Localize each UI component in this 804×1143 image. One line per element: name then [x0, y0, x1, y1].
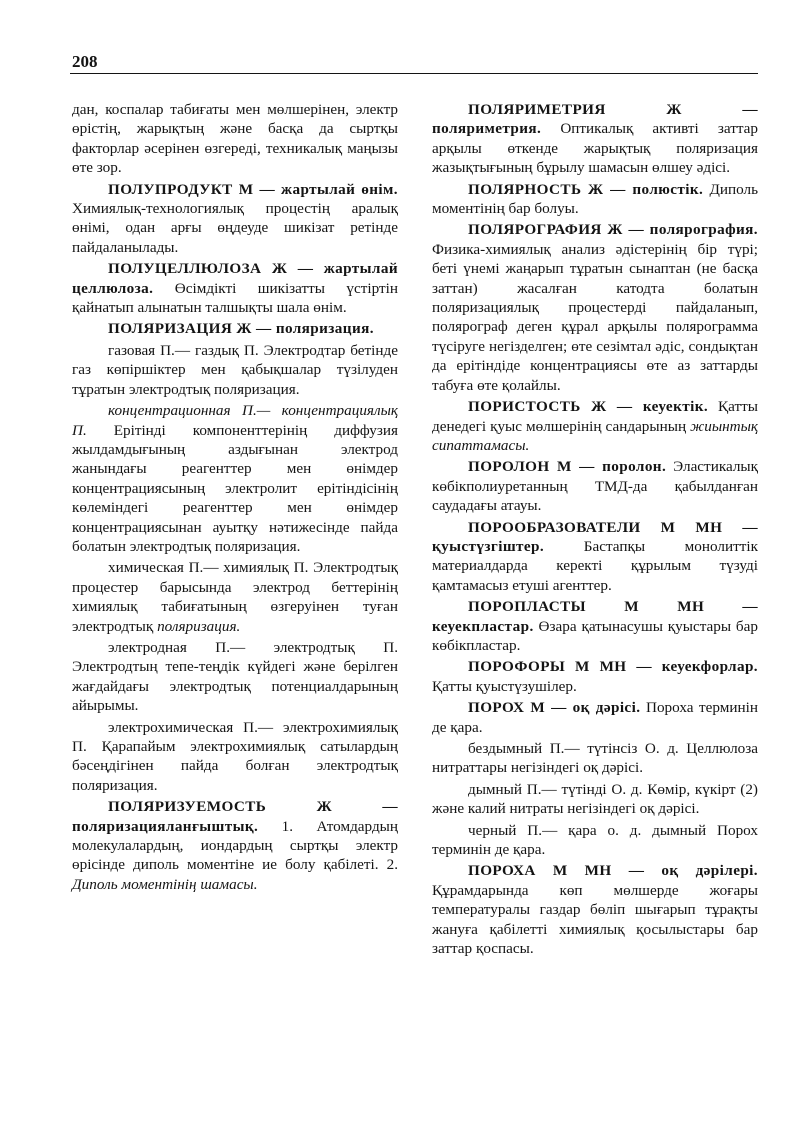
dictionary-entry [432, 180, 758, 219]
sub-entry [72, 401, 398, 556]
entry-definition: Бастапқы монолиттік материалдарда керекті құрылым түзуді қамтамасыз етуші агенттер. [432, 537, 758, 594]
dictionary-entry [72, 259, 398, 317]
entry-headword: ПОЛУЦЕЛЛЮЛОЗА Ж — жартылай целлюлоза. [72, 260, 398, 297]
dictionary-entry [432, 597, 758, 655]
dictionary-entry [72, 319, 398, 338]
entry-italic-tail: жиынтық сипаттамасы. [432, 417, 759, 454]
dictionary-entry [432, 397, 758, 455]
sub-entry [72, 100, 398, 178]
sub-entry [432, 821, 758, 860]
sub-entry [72, 638, 398, 716]
entry-headword: ПОЛУПРОДУКТ М — жартылай өнім. [108, 180, 398, 198]
entry-definition: дымный П.— түтінді О. д. Көмір, күкірт (2) және калий нитраты негізіндегі оқ дәрісі. [432, 780, 758, 818]
entry-definition: Химиялық-технологиялық процестің аралық өнімі, одан арғы өңдеуде шикізат ретінде пайдаланылады. [72, 200, 398, 256]
entry-definition: Эластикалық көбікполиуретанның ТМД-да қабылданған саудадағы атауы. [432, 458, 759, 515]
dictionary-entry [432, 518, 758, 596]
entry-headword: ПОРОПЛАСТЫ М МН — кеуекпластар. [432, 598, 758, 635]
entry-lead: концентрационная П.— концентрациялық П. [72, 402, 398, 439]
entry-headword: ПОЛЯРОГРАФИЯ Ж — полярография. [468, 221, 758, 239]
entry-definition: Өсімдікті шикізатты үстіртін қайнатып алынатын талшықты шала өнім. [72, 279, 398, 317]
entry-definition: Құрамдарында көп мөлшерде жоғары температуралы газдар бөліп шығарып тұрақты жануға қабілетті химиялық қосылыстары бар заттар қоспасы. [432, 881, 758, 958]
dictionary-entry [72, 180, 398, 258]
right-column [432, 100, 758, 960]
entry-definition: Оптикалық активті заттар арқылы өткенде жарықтық поляризация жазықтығының бұрылу шамасын өлшеу әдісі. [432, 120, 758, 177]
entry-definition: электродная П.— электродтық П. Электродтың тепе-теңдік күйдегі және берілген жағдайдағы электродтық потенциалдарының айырымы. [72, 638, 398, 715]
entry-italic-tail: Диполь моментінің шамасы. [72, 875, 258, 893]
entry-italic-tail: поляризация. [153, 617, 241, 635]
dictionary-entry [432, 861, 758, 958]
sub-entry [72, 341, 398, 399]
entry-definition: дан, коспалар табиғаты мен мөлшерінен, электр өрістің, жарықтың және басқа да сыртқы факторлар әсерінен өзгереді, техникалық маңызы өте зор. [72, 101, 398, 177]
entry-definition: газовая П.— газдық П. Электродтар бетінде газ көпіршіктер мен қабықшалар түзілуден тұратын электродтық поляризация. [72, 341, 398, 398]
entry-headword: ПОЛЯРНОСТЬ Ж — полюстік. [468, 180, 704, 198]
dictionary-entry [432, 698, 758, 737]
entry-definition: Физика-химиялық анализ әдістерінің бір түрі; беті үнемі жаңарып тұратын сынаптан (не басқа заттан) жасалған катодта болатын поляризациялық процестерді пайдаланып, полярограф деген құрал арқылы полярограмма түсіруге негізделген; өте сезімтал әдіс, сондықтан да ерітіндіде концентрациясы өте аз заттарды табуға өте қолайлы. [432, 240, 758, 394]
entry-headword: ПОРООБРАЗОВАТЕЛИ М МН — қуыстүзгіштер. [432, 518, 758, 555]
entry-headword: ПОРОФОРЫ М МН — кеуекфорлар. [468, 658, 758, 676]
sub-entry [72, 558, 398, 636]
dictionary-entry [432, 457, 758, 515]
entry-headword: ПОРОХА М МН — оқ дәрілері. [468, 862, 758, 880]
entry-definition: химическая П.— химиялық П. Электродтық процестер барысында электрод беттерінің химиялық табиғатының өзгеруінен туған электродтық [72, 559, 398, 635]
entry-headword: ПОРОЛОН М — поролон. [468, 458, 667, 476]
sub-entry [432, 780, 758, 819]
sub-entry [432, 739, 758, 778]
entry-definition: Диполь моментінің бар болуы. [432, 180, 758, 218]
page-number: 208 [72, 52, 98, 71]
entry-definition: Пороха терминін де қара. [432, 699, 759, 736]
entry-definition: Ерітінді компоненттерінің диффузия жылдамдығының аздығынан электрод жанындағы реагенттер мен өнімдер концентрациясының электролит ерітіндісінің көлеміндегі реагенттер мен өнімдер концентрациясынан ауытқу нәтижесінде пайда болатын электродтық поляризация. [72, 421, 398, 555]
entry-headword: ПОРИСТОСТЬ Ж — кеуектік. [468, 398, 709, 416]
entry-definition: Өзара қатынасушы қуыстары бар көбікпластар. [432, 617, 758, 654]
entry-definition: черный П.— қара о. д. дымный Порох терминін де қара. [432, 821, 758, 859]
dictionary-entry [432, 100, 758, 178]
dictionary-entry [432, 657, 758, 696]
sub-entry [72, 718, 398, 796]
header-rule [70, 73, 758, 74]
entry-definition: бездымный П.— түтінсіз О. д. Целлюлоза нитраттары негізіндегі оқ дәрісі. [432, 740, 758, 777]
dictionary-entry [72, 797, 398, 894]
entry-headword: ПОЛЯРИЗУЕМОСТЬ Ж — поляризацияланғыштық. [72, 798, 398, 835]
entry-headword: ПОРОХ М — оқ дәрісі. [468, 699, 641, 717]
left-column [72, 100, 398, 896]
entry-definition: 1. Атомдардың молекулалардың, иондардың сыртқы электр өрісінде диполь моментіне ие болу қабілеті. 2. [72, 817, 398, 874]
entry-definition: Қатты қуыстүзушілер. [432, 677, 577, 695]
entry-headword: ПОЛЯРИМЕТРИЯ Ж — поляриметрия. [432, 101, 758, 138]
entry-definition: Қатты денедегі қуыс мөлшерінің сандарының [432, 398, 758, 435]
dictionary-entry [432, 220, 758, 395]
entry-definition: электрохимическая П.— электрохимиялық П. Қарапайым электрохимиялық сатылардың бәсеңдігінен пайда болған электродтық поляризация. [72, 718, 398, 794]
entry-headword: ПОЛЯРИЗАЦИЯ Ж — поляризация. [108, 320, 374, 338]
